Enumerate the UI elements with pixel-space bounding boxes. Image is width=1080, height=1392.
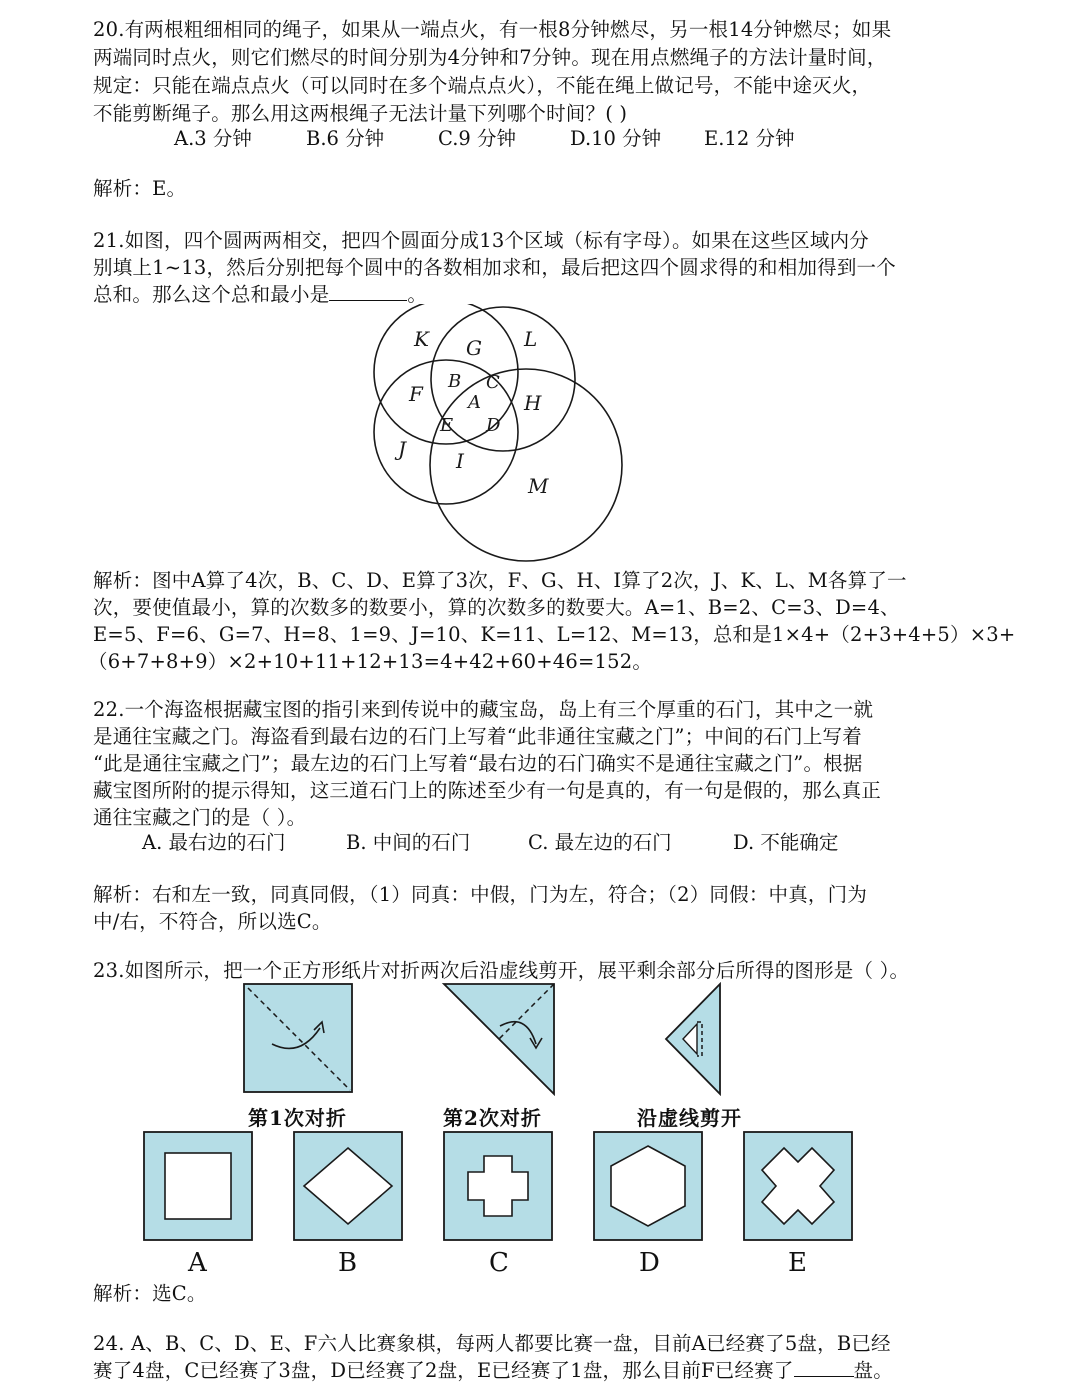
q24-line-2 <box>93 1358 893 1384</box>
choice-d-letter[interactable]: D <box>639 1248 660 1278</box>
q20-option-c[interactable]: C.9 分钟 <box>438 127 517 150</box>
q22-line-2: 是通往宝藏之门。海盗看到最右边的石门上写着“此非通往宝藏之门”；中间的石门上写着 <box>93 725 862 748</box>
q21-line-3-end: 。 <box>407 283 428 306</box>
region-g: G <box>466 336 482 360</box>
region-e: E <box>440 415 454 436</box>
q22-option-c[interactable]: C. 最左边的石门 <box>528 831 672 854</box>
region-b: B <box>448 371 462 392</box>
q21-line-2: 别填上1~13，然后分别把每个圆中的各数相加求和，最后把这四个圆求得的和相加得到一个 <box>93 256 896 279</box>
region-h: H <box>524 391 542 415</box>
q22-option-d[interactable]: D. 不能确定 <box>733 831 839 854</box>
q22-line-4: 藏宝图所附的提示得知，这三道石门上的陈述至少有一句是真的，有一句是假的，那么真正 <box>93 779 882 802</box>
caption-first-fold: 第1次对折 <box>248 1106 347 1130</box>
region-a: A <box>468 392 481 413</box>
q20-option-b[interactable]: B.6 分钟 <box>306 127 385 150</box>
region-j: J <box>398 437 407 461</box>
region-m: M <box>528 474 549 498</box>
choice-a-letter[interactable]: A <box>188 1248 207 1278</box>
region-i: I <box>456 449 464 473</box>
choice-e-letter[interactable]: E <box>788 1248 807 1278</box>
answer-choices-figure <box>140 1128 860 1246</box>
q20-line-3: 规定：只能在端点点火（可以同时在多个端点点火），不能在绳上做记号，不能中途灭火， <box>93 74 872 97</box>
q22-analysis-1: 解析：右和左一致，同真同假，（1）同真：中假，门为左，符合；（2）同假：中真，门为 <box>93 883 868 906</box>
q24-line-2-end: 盘。 <box>853 1359 893 1382</box>
choice-b-letter[interactable]: B <box>338 1248 358 1278</box>
q24-answer-blank[interactable] <box>794 1358 854 1377</box>
q21-answer-blank[interactable] <box>329 282 407 301</box>
q22-line-1: 22.一个海盗根据藏宝图的指引来到传说中的藏宝岛，岛上有三个厚重的石门，其中之一就 <box>93 698 874 721</box>
q20-line-1: 20.有两根粗细相同的绳子，如果从一端点火，有一根8分钟燃尽，另一根14分钟燃尽；如果 <box>93 18 892 41</box>
venn-diagram <box>360 304 640 574</box>
region-f: F <box>409 382 423 406</box>
q23-question: 23.如图所示，把一个正方形纸片对折两次后沿虚线剪开，展平剩余部分后所得的图形是（ ）。 <box>93 959 910 982</box>
q20-analysis: 解析：E。 <box>93 177 187 200</box>
choice-e-figure[interactable] <box>744 1132 852 1240</box>
fold-steps-figure <box>230 982 750 1096</box>
q20-options <box>0 126 1080 152</box>
q22-option-b[interactable]: B. 中间的石门 <box>346 831 471 854</box>
region-d: D <box>486 415 501 436</box>
fold-step-3 <box>666 984 720 1094</box>
q20-option-d[interactable]: D.10 分钟 <box>570 127 662 150</box>
q20-line-2: 两端同时点火，则它们燃尽的时间分别为4分钟和7分钟。现在用点燃绳子的方法计量时间， <box>93 46 887 69</box>
fold-step-2 <box>444 984 554 1094</box>
q20-option-a[interactable]: A.3 分钟 <box>174 127 252 150</box>
region-k: K <box>414 327 429 351</box>
q21-line-1: 21.如图，四个圆两两相交，把四个圆面分成13个区域（标有字母）。如果在这些区域内分 <box>93 229 869 252</box>
region-l: L <box>524 327 538 351</box>
fold-step-1 <box>244 984 352 1092</box>
q21-analysis-3: E=5、F=6、G=7、H=8、1=9、J=10、K=11、L=12、M=13，总和是1×4+（2+3+4+5）×3+ <box>93 623 1016 646</box>
q22-analysis-2: 中/右，不符合，所以选C。 <box>93 910 332 933</box>
q22-options <box>0 830 1080 856</box>
q21-analysis-4: （6+7+8+9）×2+10+11+12+13=4+42+60+46=152。 <box>88 650 653 673</box>
q22-option-a[interactable]: A. 最右边的石门 <box>142 831 286 854</box>
q24-line-2-text: 赛了4盘，C已经赛了3盘，D已经赛了2盘，E已经赛了1盘，那么目前F已经赛了 <box>93 1359 794 1382</box>
q22-line-3: “此是通往宝藏之门”；最左边的石门上写着“最右边的石门确实不是通往宝藏之门”。根据 <box>93 752 863 775</box>
region-c: C <box>486 372 500 393</box>
q24-line-1: 24. A、B、C、D、E、F六人比赛象棋，每两人都要比赛一盘，目前A已经赛了5盘，B已经 <box>93 1332 891 1355</box>
caption-second-fold: 第2次对折 <box>443 1106 542 1130</box>
q22-line-5: 通往宝藏之门的是（ ）。 <box>93 806 307 829</box>
choice-a-figure[interactable] <box>144 1132 252 1240</box>
q21-analysis-2: 次，要使值最小，算的次数多的数要小，算的次数多的数要大。A=1、B=2、C=3、D=4、 <box>93 596 900 619</box>
choice-d-figure[interactable] <box>594 1132 702 1240</box>
choice-c-letter[interactable]: C <box>489 1248 509 1278</box>
q20-option-e[interactable]: E.12 分钟 <box>704 127 795 150</box>
q23-analysis: 解析：选C。 <box>93 1282 207 1305</box>
caption-cut: 沿虚线剪开 <box>637 1106 742 1130</box>
q20-line-4: 不能剪断绳子。那么用这两根绳子无法计量下列哪个时间？( ) <box>93 102 628 125</box>
choice-b-figure[interactable] <box>294 1132 402 1240</box>
q21-line-3-text: 总和。那么这个总和最小是 <box>93 283 330 306</box>
q21-analysis-1: 解析：图中A算了4次，B、C、D、E算了3次，F、G、H、I算了2次，J、K、L、M各算了一 <box>93 569 907 592</box>
choice-c-figure[interactable] <box>444 1132 552 1240</box>
